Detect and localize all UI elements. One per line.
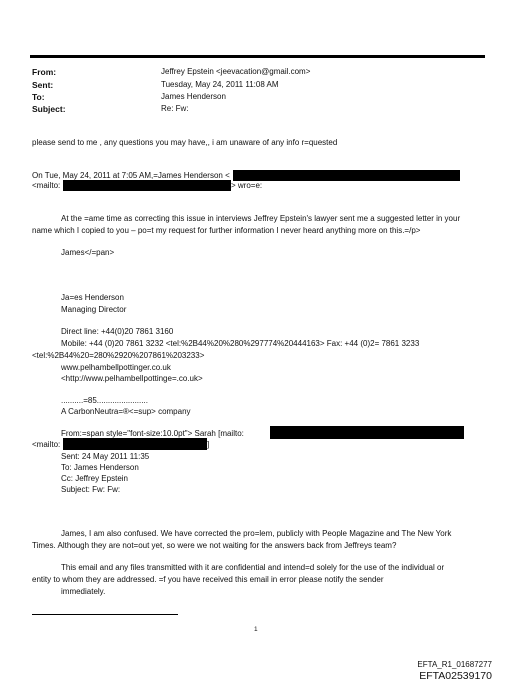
subject-label: Subject: (32, 104, 66, 114)
redaction-4 (63, 438, 210, 450)
from-label: From: (32, 67, 57, 77)
fwd-bracket: ] (207, 440, 210, 449)
tel-line: <tel:%2B44%20=280%2920%207861%203233> (32, 351, 205, 360)
redaction-3 (270, 426, 464, 439)
mobile-line: Mobile: +44 (0)20 7861 3232 <tel:%2B44%20%280%297774%20444163> Fax: +44 (0)2= 7861 3233 (61, 339, 420, 348)
para1-line2: name which I copied to you – po=t my request for further information I never heard anything more on this.=/p> (32, 226, 421, 235)
para1-line1: At the =ame time as correcting this issue in interviews Jeffrey Epstein's lawyer sent me a suggested letter in your (61, 214, 461, 223)
doc-id-2: EFTA02539170 (419, 670, 492, 682)
reply-text: please send to me , any questions you may have,, i am unaware of any info r=quested (32, 138, 338, 147)
quote-mailto: <mailto: (32, 181, 61, 190)
from-value: Jeffrey Epstein <jeevacation@gmail.com> (161, 67, 311, 76)
fwd-to: To: James Henderson (61, 463, 139, 472)
para2-line2: Times. Although they are not=out yet, so were we not waiting for the answers back from Jeffreys team? (32, 541, 397, 550)
redaction-1 (233, 170, 460, 181)
fwd-subject: Subject: Fw: Fw: (61, 485, 121, 494)
doc-id-1: EFTA_R1_01687277 (417, 660, 492, 669)
website-link: <http://www.pelhambellpottinge=.co.uk> (61, 374, 203, 383)
sent-value: Tuesday, May 24, 2011 11:08 AM (161, 80, 279, 89)
redaction-2 (63, 180, 231, 191)
to-label: To: (32, 92, 45, 102)
para3-line3: immediately. (61, 587, 106, 596)
website: www.pelhambellpottinger.co.uk (61, 363, 171, 372)
page-number: 1 (254, 626, 258, 633)
signoff: James</=pan> (61, 248, 115, 257)
subject-value: Re: Fw: (161, 104, 189, 113)
fwd-sent: Sent: 24 May 2011 11:35 (61, 452, 150, 461)
sig-title: Managing Director (61, 305, 127, 314)
quote-line-1: On Tue, May 24, 2011 at 7:05 AM,=James Henderson < (32, 171, 230, 180)
fwd-mailto: <mailto: (32, 440, 61, 449)
quote-wrote: > wro=e: (231, 181, 263, 190)
carbon-line: A CarbonNeutra=®<=sup> company (61, 407, 191, 416)
fwd-cc: Cc: Jeffrey Epstein (61, 474, 128, 483)
para3-line1: This email and any files transmitted with it are confidential and intend=d solely for the use of the individual or (61, 563, 445, 572)
dots-line: ..........=85....................... (61, 396, 148, 405)
direct-line: Direct line: +44(0)20 7861 3160 (61, 327, 174, 336)
fwd-from: From:=span style="font-size:10.0pt"> Sarah [mailto: (61, 429, 244, 438)
sig-name: Ja=es Henderson (61, 293, 124, 302)
top-rule (30, 55, 485, 58)
footer-rule (32, 614, 178, 615)
to-value: James Henderson (161, 92, 226, 101)
sent-label: Sent: (32, 80, 54, 90)
para3-line2: entity to whom they are addressed. =f you have received this email in error please notify the sender (32, 575, 384, 584)
para2-line1: James, I am also confused. We have corrected the pro=lem, publicly with People Magazine and The New York (61, 529, 452, 538)
